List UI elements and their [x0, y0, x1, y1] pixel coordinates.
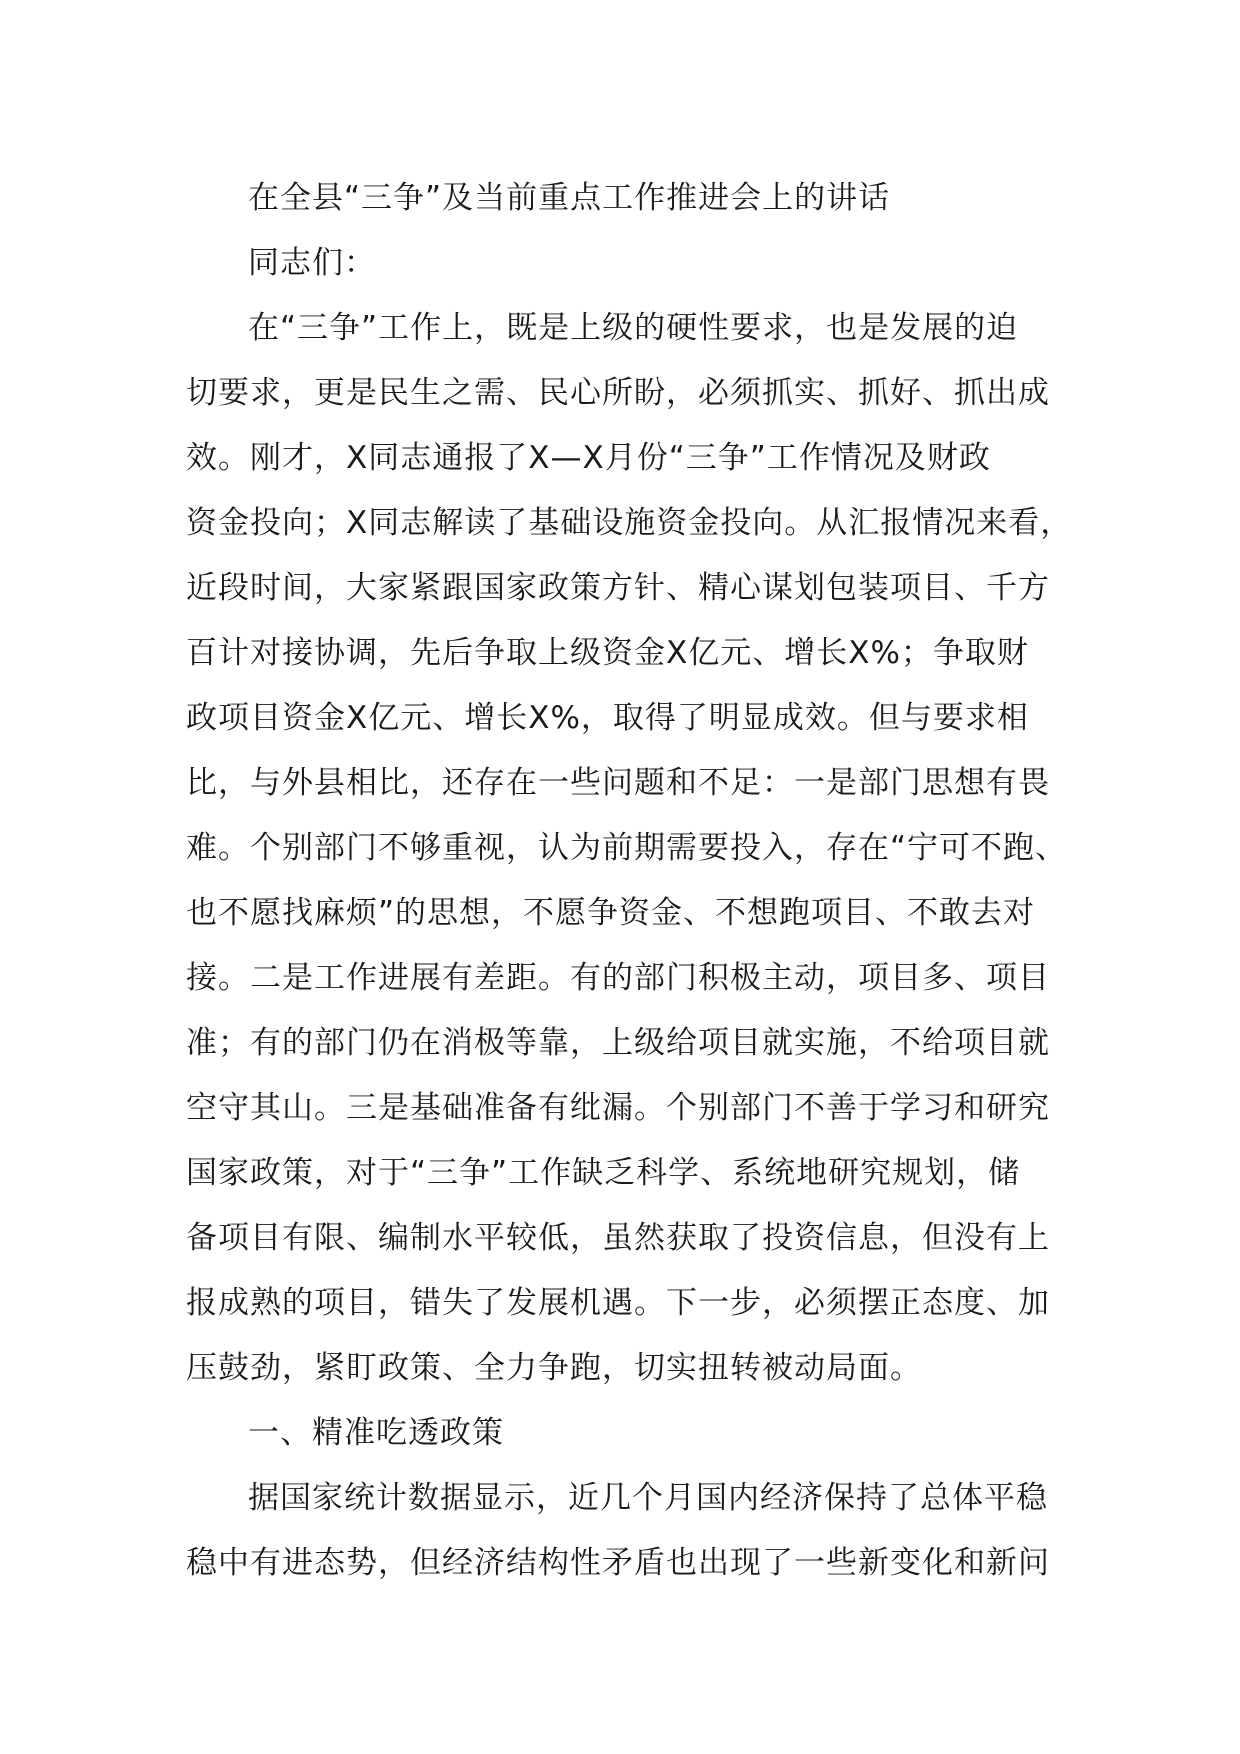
paragraph-line: 也不愿找麻烦”的思想，不愿争资金、不想跑项目、不敢去对	[186, 895, 1036, 931]
paragraph-line: 备项目有限、编制水平较低，虽然获取了投资信息，但没有上	[186, 1220, 1050, 1256]
paragraph-line: 准；有的部门仍在消极等靠，上级给项目就实施，不给项目就	[186, 1025, 1050, 1061]
section-paragraph-line: 据国家统计数据显示，近几个月国内经济保持了总体平稳	[248, 1480, 1048, 1516]
paragraph-line: 近段时间，大家紧跟国家政策方针、精心谋划包装项目、千方	[186, 570, 1050, 606]
document-body	[186, 166, 1086, 1596]
document-title: 在全县“三争”及当前重点工作推进会上的讲话	[248, 180, 891, 216]
paragraph-line: 效。刚才，X同志通报了X—X月份“三争”工作情况及财政	[186, 440, 991, 476]
salutation: 同志们：	[248, 245, 376, 281]
section-paragraph-line: 稳中有进态势，但经济结构性矛盾也出现了一些新变化和新问	[186, 1545, 1050, 1581]
paragraph-line: 报成熟的项目，错失了发展机遇。下一步，必须摆正态度、加	[186, 1285, 1050, 1321]
paragraph-line: 接。二是工作进展有差距。有的部门积极主动，项目多、项目	[186, 960, 1050, 996]
paragraph-line: 百计对接协调，先后争取上级资金X亿元、增长X%；争取财	[186, 635, 1029, 671]
paragraph-line: 在“三争”工作上，既是上级的硬性要求，也是发展的迫	[248, 310, 1019, 346]
paragraph-line: 压鼓劲，紧盯政策、全力争跑，切实扭转被动局面。	[186, 1350, 922, 1386]
paragraph-line: 切要求，更是民生之需、民心所盼，必须抓实、抓好、抓出成	[186, 375, 1050, 411]
paragraph-line: 比，与外县相比，还存在一些问题和不足：一是部门思想有畏	[186, 765, 1050, 801]
paragraph-line: 资金投向；X同志解读了基础设施资金投向。从汇报情况来看，	[186, 505, 1073, 541]
paragraph-line: 空守其山。三是基础准备有纰漏。个别部门不善于学习和研究	[186, 1090, 1050, 1126]
paragraph-line: 政项目资金X亿元、增长X%，取得了明显成效。但与要求相	[186, 700, 1029, 736]
paragraph-line: 国家政策，对于“三争”工作缺乏科学、系统地研究规划，储	[186, 1155, 1021, 1191]
paragraph-line: 难。个别部门不够重视，认为前期需要投入，存在“宁可不跑、	[186, 830, 1068, 866]
section-heading: 一、精准吃透政策	[248, 1415, 504, 1451]
